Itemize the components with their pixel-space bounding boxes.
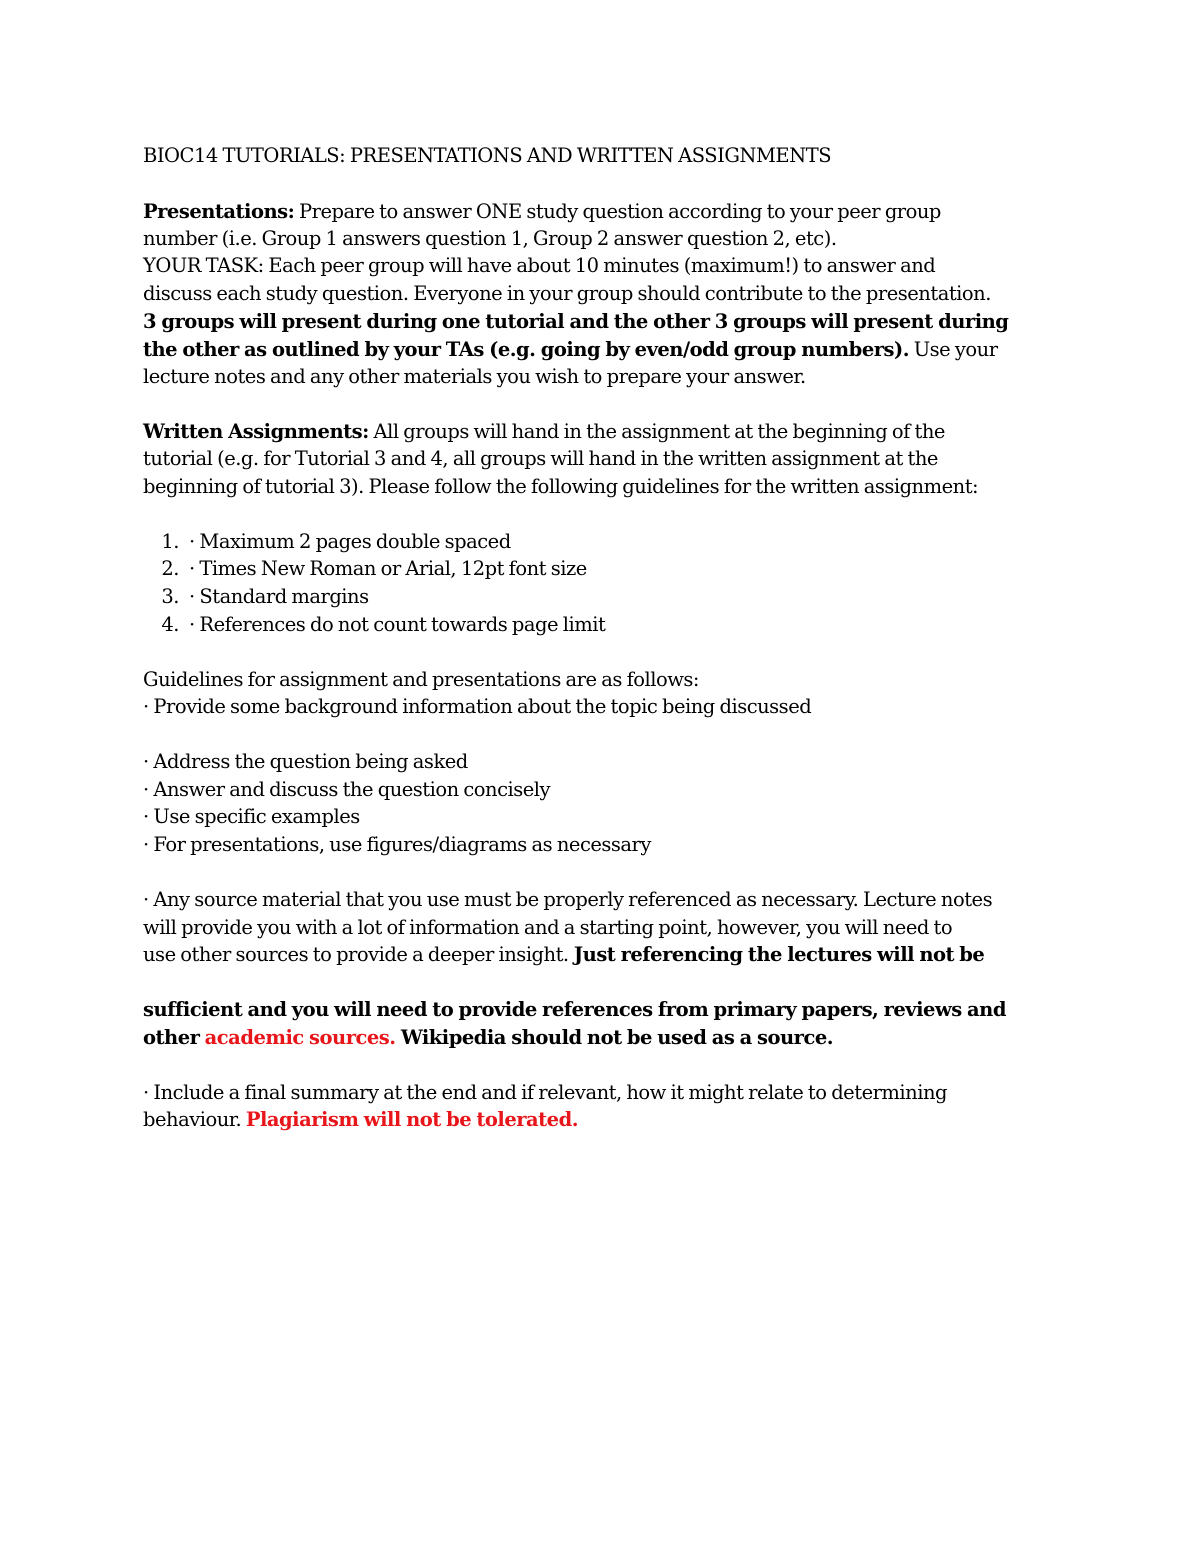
sources-line-5 [143,1024,833,1052]
list-item [143,611,605,639]
list-item [143,528,511,556]
list-text: · Maximum 2 pages double spaced [189,530,511,553]
sources-emphasis-b: Wikipedia should not be used as a source. [395,1026,834,1049]
summary-line-1: · Include a final summary at the end and if relevant, how it might relate to determining [143,1081,947,1104]
list-text: · References do not count towards page limit [189,613,606,636]
presentations-line-1 [143,198,941,226]
summary-line-2 [143,1106,578,1134]
presentations-text: Prepare to answer ONE study question according to your peer group [294,200,941,223]
presentations-line-4: discuss each study question. Everyone in your group should contribute to the presentation. [143,282,991,305]
presentations-text-cont: Use your [909,338,998,361]
written-line-1 [143,418,945,446]
list-number: 3. [161,585,179,608]
sources-line-1: · Any source material that you use must be properly referenced as necessary. Lecture notes [143,888,993,911]
presentations-line-3: YOUR TASK: Each peer group will have about 10 minutes (maximum!) to answer and [143,254,936,277]
sources-line-2: will provide you with a lot of information and a starting point, however, you will need to [143,916,953,939]
presentations-line-5: 3 groups will present during one tutorial and the other 3 groups will present during [143,310,1009,333]
written-label: Written Assignments: [143,420,369,443]
written-line-3: beginning of tutorial 3). Please follow the following guidelines for the written assignment: [143,475,979,498]
list-number: 1. [161,530,179,553]
list-item [143,555,587,583]
summary-text: behaviour. [143,1108,246,1131]
presentations-line-7: lecture notes and any other materials you wish to prepare your answer. [143,365,806,388]
list-text: · Times New Roman or Arial, 12pt font size [189,557,587,580]
written-text: All groups will hand in the assignment at the beginning of the [368,420,945,443]
guideline-item: · Use specific examples [143,805,360,828]
sources-emphasis-a: other [143,1026,205,1049]
sources-line-4: sufficient and you will need to provide references from primary papers, reviews and [143,998,1006,1021]
list-item [143,583,369,611]
presentations-emphasis: the other as outlined by your TAs (e.g. going by even/odd group numbers). [143,338,909,361]
sources-red-emphasis: academic sources. [204,1026,396,1049]
written-line-2: tutorial (e.g. for Tutorial 3 and 4, all groups will hand in the written assignment at the [143,447,938,470]
sources-emphasis: Just referencing the lectures will not be [568,943,985,966]
guidelines-heading: Guidelines for assignment and presentations are as follows: [143,668,700,691]
presentations-label: Presentations: [143,200,295,223]
presentations-line-6 [143,336,998,364]
guideline-item: · Address the question being asked [143,750,468,773]
plagiarism-warning: Plagiarism will not be tolerated. [245,1108,578,1131]
presentations-line-2: number (i.e. Group 1 answers question 1, Group 2 answer question 2, etc). [143,227,837,250]
guideline-item: · Provide some background information about the topic being discussed [143,695,812,718]
guideline-item: · Answer and discuss the question concisely [143,778,551,801]
list-text: · Standard margins [189,585,369,608]
sources-text: use other sources to provide a deeper insight. [143,943,569,966]
list-number: 2. [161,557,179,580]
document-title: BIOC14 TUTORIALS: PRESENTATIONS AND WRITTEN ASSIGNMENTS [143,144,832,167]
guideline-item: · For presentations, use figures/diagrams as necessary [143,833,651,856]
sources-line-3 [143,941,984,969]
list-number: 4. [161,613,179,636]
